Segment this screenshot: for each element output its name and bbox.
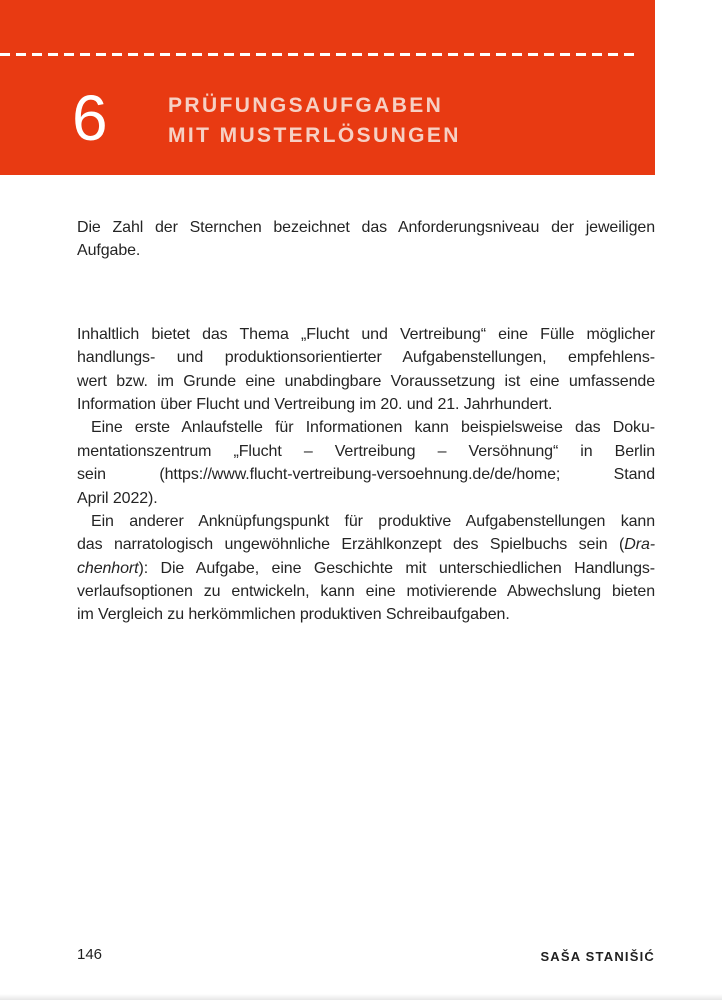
text-segment: ): Die Aufgabe, eine Geschichte mit unterschiedlichen Handlungs- <box>138 559 655 577</box>
text-line <box>77 393 655 416</box>
text-line <box>77 580 655 603</box>
text-segment: im Vergleich zu herkömmlichen produktiven Schreibaufgaben. <box>77 606 510 624</box>
text-segment: Inhaltlich bietet das Thema „Flucht und Vertreibung“ eine Fülle möglicher <box>77 325 655 343</box>
text-segment: sein (https://www.flucht-vertreibung-versoehnung.de/de/home; Stand <box>77 466 655 484</box>
text-line <box>77 487 655 510</box>
text-segment: wert bzw. im Grunde eine unabdingbare Voraussetzung ist eine umfassende <box>77 372 655 390</box>
text-segment: Aufgabe. <box>77 242 141 260</box>
text-line <box>77 603 655 626</box>
paragraph-gap <box>77 263 655 323</box>
text-segment: handlungs- und produktionsorientierter Aufgabenstellungen, empfehlens- <box>77 349 655 367</box>
text-line <box>77 346 655 369</box>
chapter-banner <box>0 0 655 175</box>
chapter-title-line2: MIT MUSTERLÖSUNGEN <box>168 124 461 147</box>
text-segment: Eine erste Anlaufstelle für Informationen kann beispielsweise das Doku- <box>91 419 655 437</box>
text-line <box>77 216 655 239</box>
dashed-divider <box>0 53 640 56</box>
text-line <box>77 416 655 439</box>
text-segment: das narratologisch ungewöhnliche Erzählkonzept des Spielbuchs sein ( <box>77 536 625 554</box>
text-line <box>77 323 655 346</box>
text-segment: Information über Flucht und Vertreibung im 20. und 21. Jahrhundert. <box>77 395 553 413</box>
italic-text: chenhort <box>77 559 139 577</box>
page-edge-shadow <box>0 994 722 1000</box>
italic-text: Dra- <box>624 536 655 554</box>
text-segment: mentationszentrum „Flucht – Vertreibung – Versöhnung“ in Berlin <box>77 442 655 460</box>
page-number: 146 <box>77 946 103 963</box>
author-name: SAŠA STANIŠIĆ <box>540 949 655 964</box>
body-text <box>77 216 655 627</box>
text-segment: verlaufsoptionen zu entwickeln, kann eine motivierende Abwechslung bieten <box>77 583 655 601</box>
text-segment: Die Zahl der Sternchen bezeichnet das Anforderungsniveau der jeweiligen <box>77 219 655 236</box>
text-line <box>77 440 655 463</box>
text-line <box>77 533 655 556</box>
text-line <box>77 557 655 580</box>
text-segment: April 2022). <box>77 489 158 507</box>
text-line <box>77 239 655 262</box>
text-segment: Ein anderer Anknüpfungspunkt für produktive Aufgabenstellungen kann <box>91 512 655 530</box>
text-line <box>77 370 655 393</box>
text-line <box>77 463 655 486</box>
chapter-number: 6 <box>72 82 108 154</box>
chapter-title <box>168 91 461 151</box>
text-line <box>77 510 655 533</box>
chapter-title-line1: PRÜFUNGSAUFGABEN <box>168 94 444 117</box>
